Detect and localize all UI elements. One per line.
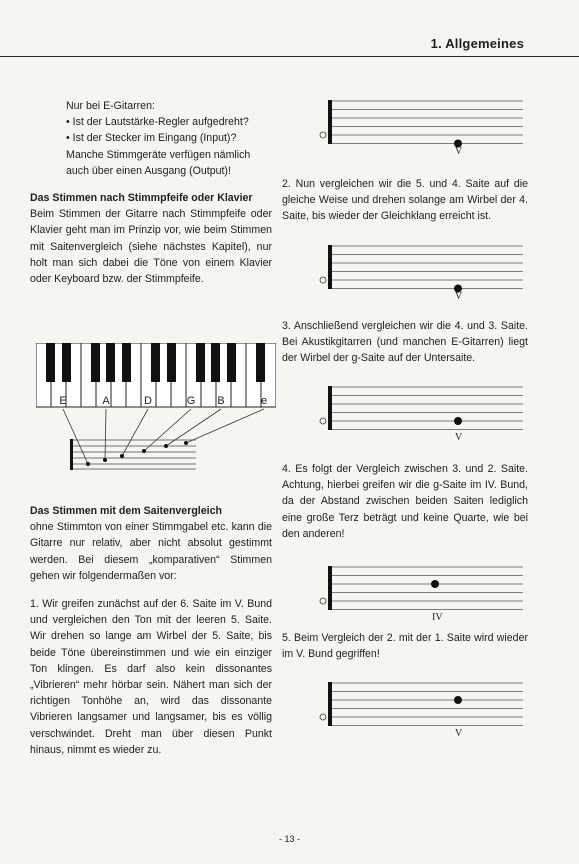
nut xyxy=(328,386,332,430)
step-4 xyxy=(282,461,528,542)
section-text: Beim Stimmen der Gitarre nach Stimmpfeife oder Klavier geht man im Prinzip vor, wie beim Stimmen mit Saitenvergleich (siehe nächstes Kapitel), nur holt man sich dabei die Töne von einem Klavier oder Keyboard bzw. der Stimmpfeife. xyxy=(30,208,272,286)
fret-dot xyxy=(454,696,462,704)
open-string-marker xyxy=(320,598,326,604)
piano-keyboard-illustration xyxy=(36,343,276,475)
section-heading: Das Stimmen nach Stimmpfeife oder Klavier xyxy=(30,192,253,204)
key-label: A xyxy=(102,395,110,407)
step-5 xyxy=(282,630,528,662)
header-rule xyxy=(0,56,579,57)
step-text: 5. Beim Vergleich der 2. mit der 1. Saite wird wieder im V. Bund gegriffen! xyxy=(282,632,528,661)
nut xyxy=(328,100,332,144)
key-label: E xyxy=(59,395,67,407)
intro-line: auch über einen Ausgang (Output)! xyxy=(66,164,231,177)
step-text: 3. Anschließend vergleichen wir die 4. und 3. Saite. Bei Akustikgitarren (und manchen E-Gitarren) liegt der Wirbel der g-Saite auf der Untersaite. xyxy=(282,320,528,365)
fret-dot xyxy=(431,580,439,588)
open-string-marker xyxy=(320,132,326,138)
open-string-marker xyxy=(320,714,326,720)
step-text: 4. Es folgt der Vergleich zwischen 3. und 2. Saite. Achtung, hierbei greifen wir die g-Saite im IV. Bund, da der Abstand zwischen beiden Saiten lediglich eine große Terz beträgt und keine Quarte, wie bei den anderen! xyxy=(282,463,528,540)
fretboard-diagram xyxy=(318,242,523,302)
fretboard-diagram xyxy=(318,679,523,739)
fret-label: V xyxy=(455,291,463,302)
mini-tab xyxy=(70,439,196,470)
step-1 xyxy=(30,596,272,758)
step-text: 2. Nun vergleichen wir die 5. und 4. Saite auf die gleiche Weise und drehen solange am Wirbel der 4. Saite, bis wieder der Gleichklang erreicht ist. xyxy=(282,178,528,223)
fret-label: V xyxy=(455,432,463,443)
key-label: B xyxy=(217,395,225,407)
connector-lines xyxy=(63,409,264,464)
fretboard-diagram xyxy=(318,383,523,443)
key-label: e xyxy=(260,395,268,407)
intro-line: • Ist der Stecker im Eingang (Input)? xyxy=(66,132,237,145)
nut xyxy=(328,245,332,289)
step-text: 1. Wir greifen zunächst auf der 6. Saite im V. Bund und vergleichen den Ton mit der leeren 5. Saite. Wir drehen so lange am Wirbel der 5. Saite, bis beide Töne übereinstimmen und wie ein einziger Ton klingen. Es darf also kein dissonantes „Vibrieren“ mehr hörbar sein. Nähert man sich der richtigen Tonhöhe an, wird das dissonante Vibrieren langsamer und langsamer, bis es völlig verschwindet. Dreht man über diesen Punkt hinaus, nimmt es wieder zu. xyxy=(30,598,272,756)
key-label: G xyxy=(186,395,196,407)
section-text: ohne Stimmton von einer Stimmgabel etc. kann die Gitarre nur relativ, aber nicht absolut gestimmt werden. Bei diesem „komparativen“ Stimmen gehen wir folgendermaßen vor: xyxy=(30,521,272,582)
fret-label: V xyxy=(455,728,463,739)
fretboard-diagram xyxy=(318,563,523,623)
intro-line: Manche Stimmgeräte verfügen nämlich xyxy=(66,148,251,161)
chapter-title: 1. Allgemeines xyxy=(430,36,524,51)
fret-dot xyxy=(454,417,462,425)
section-heading: Das Stimmen mit dem Saitenvergleich xyxy=(30,505,222,517)
step-3 xyxy=(282,318,528,367)
section-piano xyxy=(30,190,272,287)
section-comparison xyxy=(30,503,272,584)
fret-label: IV xyxy=(432,612,443,623)
open-string-marker xyxy=(320,418,326,424)
intro-line: Nur bei E-Gitarren: xyxy=(66,100,155,112)
open-string-marker xyxy=(320,277,326,283)
key-label: D xyxy=(144,395,152,407)
page-number: - 13 - xyxy=(278,834,300,844)
intro-line: • Ist der Lautstärke-Regler aufgedreht? xyxy=(66,116,249,129)
fret-label: V xyxy=(455,146,463,157)
intro-block xyxy=(66,98,286,179)
nut xyxy=(328,682,332,726)
fretboard-diagram xyxy=(318,97,523,157)
nut xyxy=(328,566,332,610)
step-2 xyxy=(282,176,528,225)
